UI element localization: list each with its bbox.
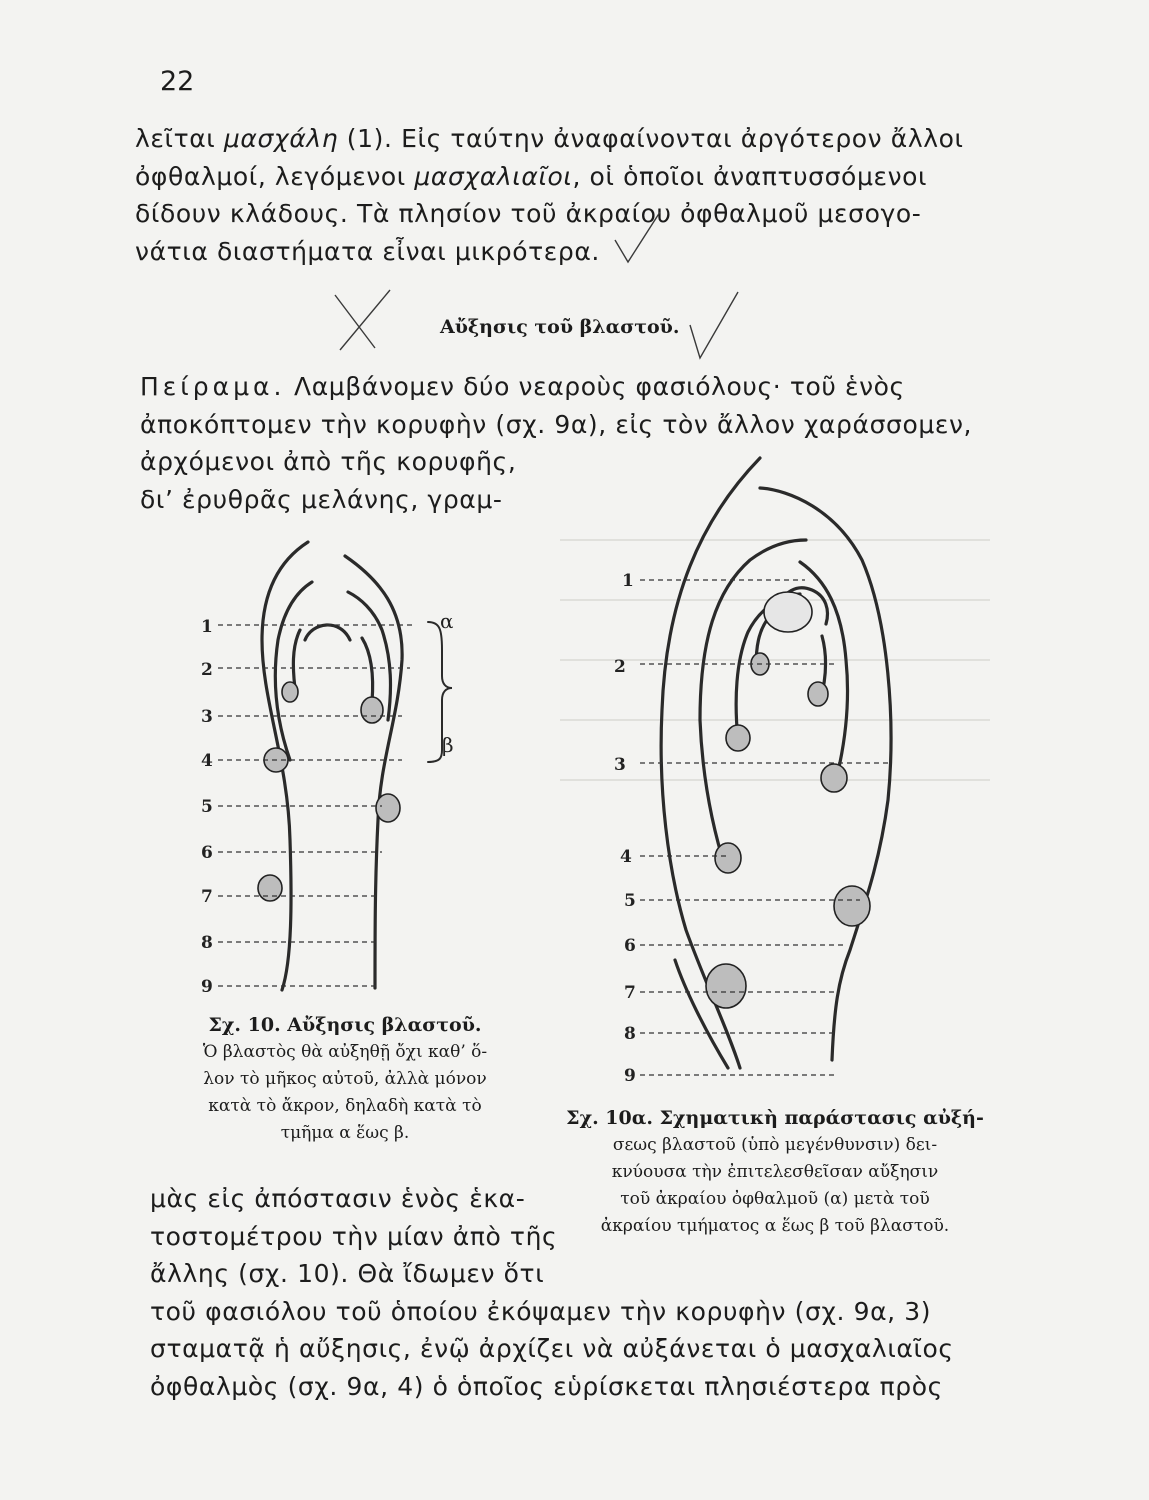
fig10-label: 3: [201, 707, 213, 727]
text-line: ἀποκόπτομεν τὴν κορυφὴν (σχ. 9α), εἰς τὸν ἄλλον χαράσσομεν,: [140, 409, 973, 439]
caption-line: ἀκραίου τμήματος α ἕως β τοῦ βλαστοῦ.: [600, 1216, 950, 1236]
term-maschali: μασχάλη: [223, 124, 339, 153]
text-line: δίδουν κλάδους. Τὰ πλησίον τοῦ ἀκραίου ὀφθαλμοῦ μεσογο-: [135, 199, 922, 228]
text-line: ἀρχόμενοι ἀπὸ τῆς κορυφῆς,: [140, 447, 517, 476]
fig10a-label: 3: [614, 755, 626, 775]
text-line: τοῦ φασιόλου τοῦ ὁποίου ἐκόψαμεν τὴν κορυφὴν (σχ. 9α, 3): [150, 1296, 932, 1326]
fig10a-label: 2: [614, 657, 626, 677]
figure-10-caption: [150, 1012, 540, 1147]
caption-line: κνύουσα τὴν ἐπιτελεσθεῖσαν αὔξησιν: [611, 1162, 939, 1182]
experiment-label: Πείραμα.: [140, 372, 286, 401]
section-heading: Αὔξησις τοῦ βλαστοῦ.: [440, 316, 680, 338]
page-number: 22: [160, 66, 195, 97]
text-line: λεῖται μασχάλη (1). Εἰς ταύτην ἀναφαίνονται ἀργότερον ἄλλοι: [135, 124, 964, 153]
text-line: ὀφθαλμὸς (σχ. 9α, 4) ὁ ὁποῖος εὑρίσκεται πλησιέστερα πρὸς: [150, 1371, 943, 1401]
fig10a-label: 9: [624, 1066, 636, 1086]
caption-line: σεως βλαστοῦ (ὑπὸ μεγένθυνσιν) δει-: [612, 1135, 938, 1155]
fig10-alpha: α: [440, 609, 454, 633]
figure-10-caption-title: Σχ. 10. Αὔξησις βλαστοῦ.: [208, 1014, 482, 1036]
fig10-label: 5: [201, 797, 213, 817]
text-line: τοστομέτρου τὴν μίαν ἀπὸ τῆς: [150, 1221, 558, 1251]
fig10a-label: 1: [622, 571, 634, 591]
caption-line: κατὰ τὸ ἄκρον, δηλαδὴ κατὰ τὸ: [208, 1096, 482, 1116]
paragraph-3: [150, 1180, 954, 1405]
fig10-beta: β: [442, 733, 454, 757]
fig10a-label: 5: [624, 891, 636, 911]
fig10-label: 2: [201, 660, 213, 680]
fig10a-label: 8: [624, 1024, 636, 1044]
caption-line: τοῦ ἀκραίου ὀφθαλμοῦ (α) μετὰ τοῦ: [620, 1189, 930, 1209]
fig10-label: 6: [201, 843, 213, 863]
text-line: ἄλλης (σχ. 10). Θὰ ἴδωμεν ὅτι: [150, 1259, 545, 1288]
text-line: Πείραμα. Λαμβάνομεν δύο νεαροὺς φασιόλους· τοῦ ἑνὸς: [140, 372, 905, 401]
figure-10a-drawing: [614, 458, 891, 1086]
figure-10-drawing: [201, 542, 454, 997]
fig10-label: 1: [201, 617, 213, 637]
text-line: ὀφθαλμοί, λεγόμενοι μασχαλιαῖοι, οἱ ὁποῖοι ἀναπτυσσόμενοι: [135, 161, 928, 191]
pencil-marks: [335, 212, 738, 358]
caption-line: λον τὸ μῆκος αὐτοῦ, ἀλλὰ μόνον: [203, 1069, 487, 1089]
text-line: σταματᾷ ἡ αὔξησις, ἐνῷ ἀρχίζει νὰ αὐξάνεται ὁ μασχαλιαῖος: [150, 1334, 954, 1363]
fig10a-label: 4: [620, 847, 632, 867]
text-line: δι’ ἐρυθρᾶς μελάνης, γραμ-: [140, 484, 503, 514]
caption-line: τμῆμα α ἕως β.: [280, 1123, 410, 1143]
fig10-label: 7: [201, 887, 213, 907]
text-line: μὰς εἰς ἀπόστασιν ἑνὸς ἑκα-: [150, 1184, 526, 1213]
fig10-label: 8: [201, 933, 213, 953]
fig10-label: 9: [201, 977, 213, 997]
text-line: νάτια διαστήματα εἶναι μικρότερα.: [135, 236, 600, 266]
figure-10a-caption-title: Σχ. 10α. Σχηματικὴ παράστασις αὐξή-: [566, 1107, 984, 1129]
fig10a-label: 6: [624, 936, 636, 956]
term-maschaliaioi: μασχαλιαῖοι: [414, 161, 573, 191]
caption-line: Ὁ βλαστὸς θὰ αὐξηθῇ ὄχι καθ’ ὅ-: [202, 1042, 488, 1062]
fig10a-label: 7: [624, 983, 636, 1003]
fig10-label: 4: [201, 751, 213, 771]
